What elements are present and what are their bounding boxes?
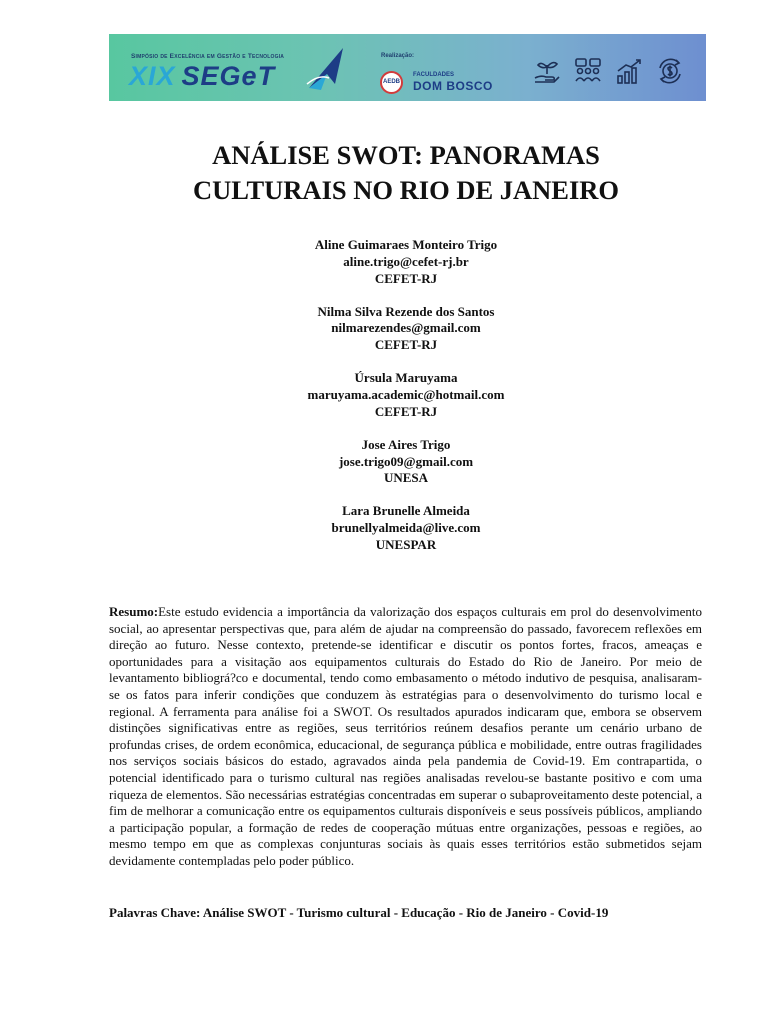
banner-icon-row bbox=[532, 56, 685, 86]
abstract-label: Resumo: bbox=[109, 604, 159, 619]
author-name: Lara Brunelle Almeida bbox=[342, 503, 470, 519]
author-name: Úrsula Maruyama bbox=[354, 370, 458, 386]
author-block bbox=[190, 304, 622, 354]
author-name: Nilma Silva Rezende dos Santos bbox=[317, 303, 495, 319]
author-name: Aline Guimaraes Monteiro Trigo bbox=[314, 237, 498, 252]
author-affiliation: CEFET-RJ bbox=[374, 403, 438, 419]
author-affiliation: UNESA bbox=[383, 470, 429, 486]
author-email: brunellyalmeida@live.com bbox=[331, 520, 481, 536]
banner-tagline: Simpósio de Excelência em Gestão e Tecnologia bbox=[131, 53, 285, 60]
author-name: Jose Aires Trigo bbox=[361, 436, 451, 452]
event-edition: XIX bbox=[129, 61, 176, 91]
author-block bbox=[190, 503, 622, 553]
author-email: maruyama.academic@hotmail.com bbox=[307, 386, 505, 402]
author-email: aline.trigo@cefet-rj.br bbox=[343, 253, 469, 269]
author-block bbox=[190, 370, 622, 420]
money-cycle-icon bbox=[655, 56, 685, 86]
conference-banner bbox=[109, 34, 706, 101]
faculdades-label: FACULDADES bbox=[413, 72, 455, 78]
author-affiliation: CEFET-RJ bbox=[374, 337, 438, 353]
paper-title bbox=[100, 138, 712, 208]
author-affiliation: UNESPAR bbox=[375, 536, 437, 552]
title-line-2: CULTURAIS NO RIO DE JANEIRO bbox=[192, 175, 620, 205]
author-affiliation: CEFET-RJ bbox=[374, 270, 438, 286]
author-block bbox=[190, 237, 622, 287]
growth-chart-icon bbox=[614, 56, 644, 86]
author-list bbox=[190, 237, 622, 570]
keywords: Palavras Chave: Análise SWOT - Turismo cultural - Educação - Rio de Janeiro - Covid-19 bbox=[109, 905, 609, 920]
abstract-text: Este estudo evidencia a importância da valorização dos espaços culturais em prol do desenvolvimento social, ao apresentar perspectivas que, para além de ajudar na compreensão do passado, favorecem reflexões em direção ao futuro. Nesse contexto, pretende-se identificar e discutir os pontos fortes, fracos, ameaças e oportunidades para a visitação aos equipamentos culturais do Estado do Rio de Janeiro. Por meio de levantamento bibliográ?co e documental, tendo como embasamento o método indutivo de pesquisa, analisaram-se os fatos para inferir condições que conduzem às estratégias para o desenvolvimento do turismo local e regional. A ferramenta para análise foi a SWOT. Os resultados apurados indicaram que, embora se observem distinções significativas entre as regiões, seus territórios reúnem desafios perante um cenário urbano de profundas crises, de ordem econômica, educacional, de segurança pública e mobilidade, entre outras fragilidades nos serviços sociais básicos do estado, agravados ainda pela pandemia de Covid-19. Em contrapartida, o potencial identificado para o turismo cultural nas regiões analisadas revelou-se bastante positivo e com uma riqueza de elementos. São necessárias estratégias concentradas em superar o subaproveitamento deste potencial, a fim de melhorar a comunicação entre os equipamentos culturais disponíveis e seus possíveis públicos, ampliando a participação popular, a formação de redes de cooperação mútuas entre organizações, pessoas e regiões, ao mesmo tempo em que as complexas conjunturas sociais às quais esses territórios estão submetidos sejam devidamente contempladas pelo poder público. bbox=[109, 604, 702, 868]
title-line-1: ANÁLISE SWOT: PANORAMAS bbox=[212, 140, 600, 170]
author-email: nilmarezendes@gmail.com bbox=[331, 320, 481, 336]
author-block bbox=[190, 437, 622, 487]
event-logo bbox=[129, 61, 275, 92]
discussion-group-icon bbox=[573, 56, 603, 86]
dom-bosco-logo: DOM BOSCO bbox=[413, 79, 493, 93]
abstract bbox=[109, 604, 702, 870]
author-email: jose.trigo09@gmail.com bbox=[338, 453, 474, 469]
aedb-logo: AEDB bbox=[380, 71, 403, 94]
plant-hand-icon bbox=[532, 56, 562, 86]
paper-plane-icon bbox=[305, 44, 347, 94]
event-name: SEGeT bbox=[181, 61, 276, 91]
realizacao-label: Realização: bbox=[381, 53, 415, 59]
